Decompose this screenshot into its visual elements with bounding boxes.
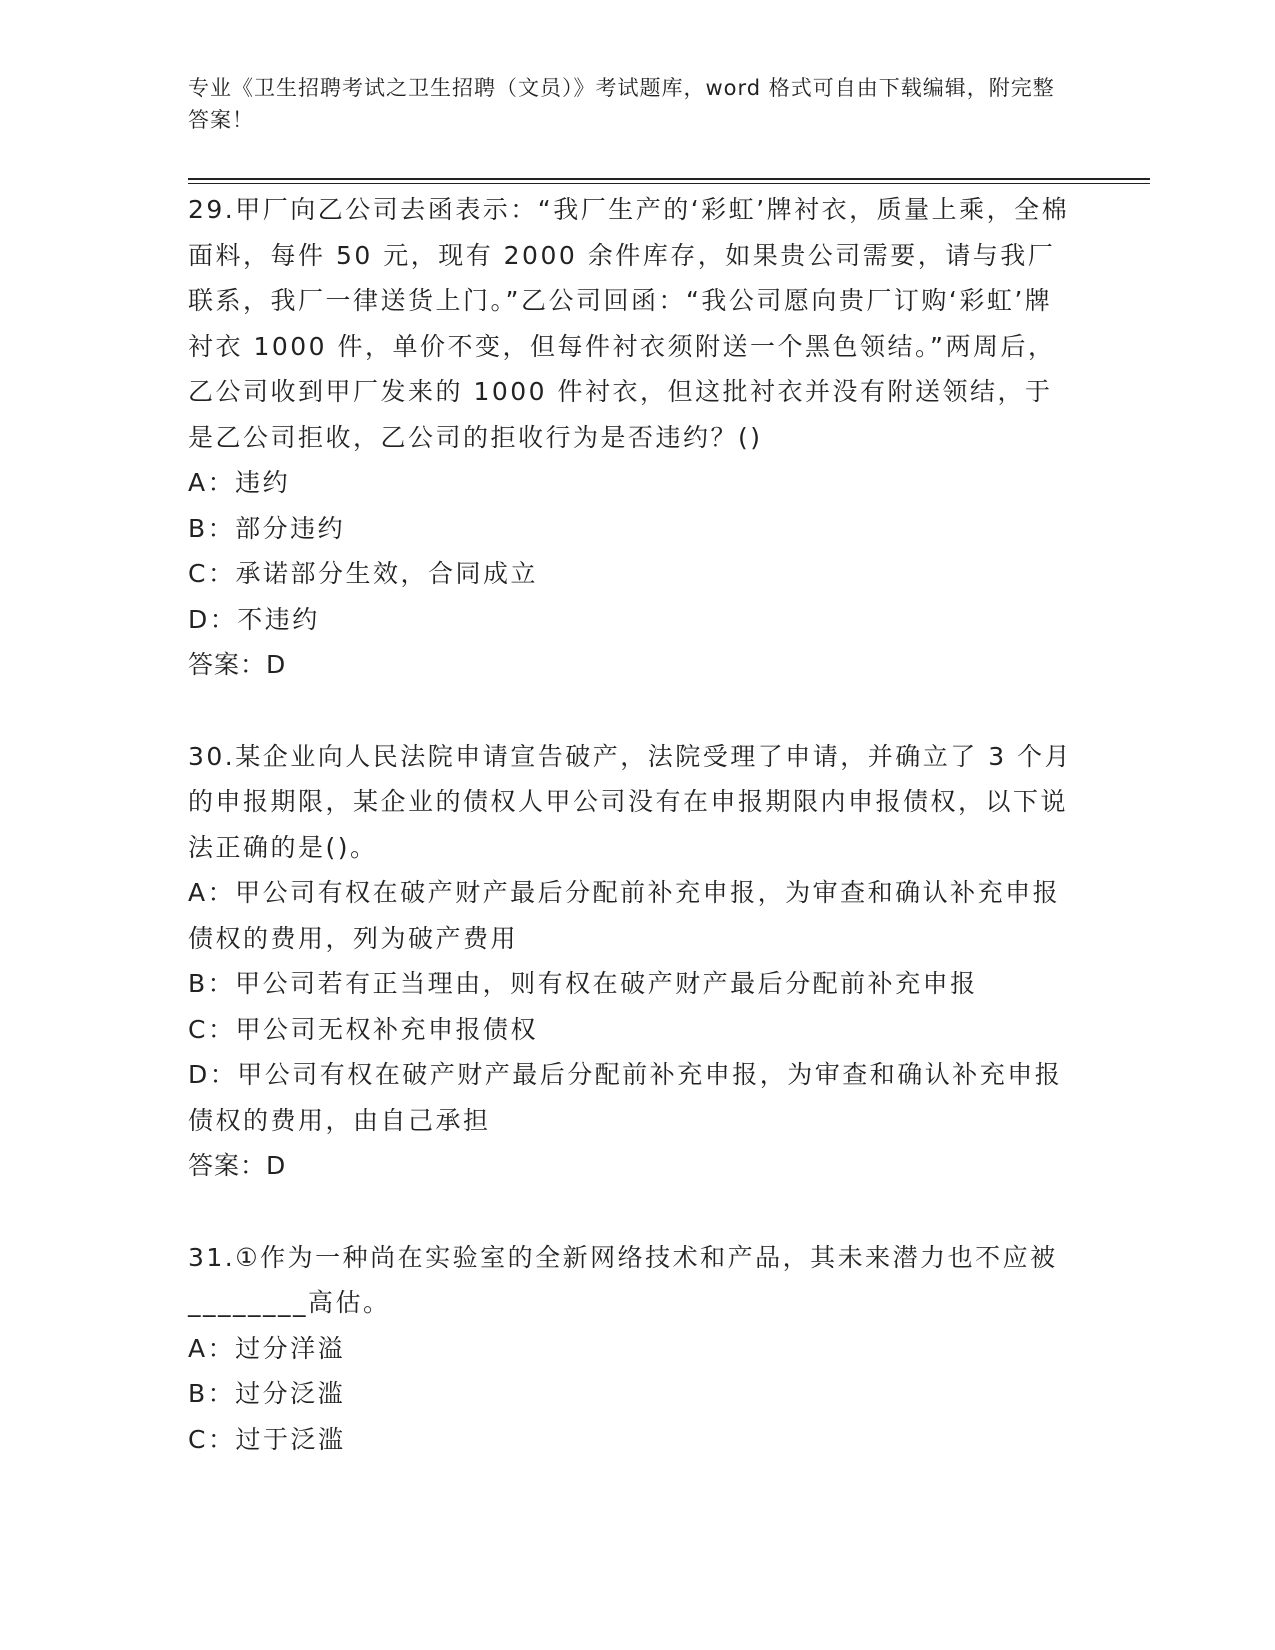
option-d: D：甲公司有权在破产财产最后分配前补充申报，为审查和确认补充申报债权的费用，由自己承担 — [188, 1060, 1063, 1135]
option-b: B：甲公司若有正当理由，则有权在破产财产最后分配前补充申报 — [188, 969, 978, 998]
option-a: A：违约 — [188, 468, 291, 497]
header-divider-thick — [188, 178, 1150, 180]
answer-line: 答案：D — [188, 1151, 287, 1180]
option-b: B：过分泛滥 — [188, 1379, 346, 1408]
question-31 — [188, 1235, 1078, 1463]
question-29 — [188, 187, 1078, 688]
option-b: B：部分违约 — [188, 513, 346, 543]
question-stem: 29.甲厂向乙公司去函表示：“我厂生产的‘彩虹’牌衬衣，质量上乘，全棉面料，每件 50 元，现有 2000 余件库存，如果贵公司需要，请与我厂联系，我厂一律送货上门。”乙公司回函：“我公司愿向贵厂订购‘彩虹’牌衬衣 1000 件，单价不变，但每件衬衣须附送一个黑色领结。”两周后，乙公司收到甲厂发来的 1000 件衬衣，但这批衬衣并没有附送领结，于是乙公司拒收，乙公司的拒收行为是否违约？() — [188, 195, 1070, 452]
option-d: D：不违约 — [188, 604, 320, 634]
question-list — [188, 187, 1078, 1462]
question-stem: 30.某企业向人民法院申请宣告破产，法院受理了申请，并确立了 3 个月的申报期限，某企业的债权人甲公司没有在申报期限内申报债权，以下说法正确的是()。 — [188, 741, 1073, 862]
option-c: C：过于泛滥 — [188, 1424, 346, 1454]
option-a: A：甲公司有权在破产财产最后分配前补充申报，为审查和确认补充申报债权的费用，列为破产费用 — [188, 878, 1061, 953]
option-a: A：过分洋溢 — [188, 1333, 346, 1363]
question-30 — [188, 734, 1078, 1189]
question-stem: 31.①作为一种尚在实验室的全新网络技术和产品，其未来潜力也不应被________高估。 — [188, 1242, 1058, 1317]
answer-line: 答案：D — [188, 650, 287, 679]
option-c: C：甲公司无权补充申报债权 — [188, 1014, 538, 1044]
document-header: 专业《卫生招聘考试之卫生招聘（文员）》考试题库，word 格式可自由下载编辑，附完整答案！ — [188, 76, 1055, 132]
option-c: C：承诺部分生效，合同成立 — [188, 559, 538, 588]
header-divider-thin — [188, 183, 1150, 184]
